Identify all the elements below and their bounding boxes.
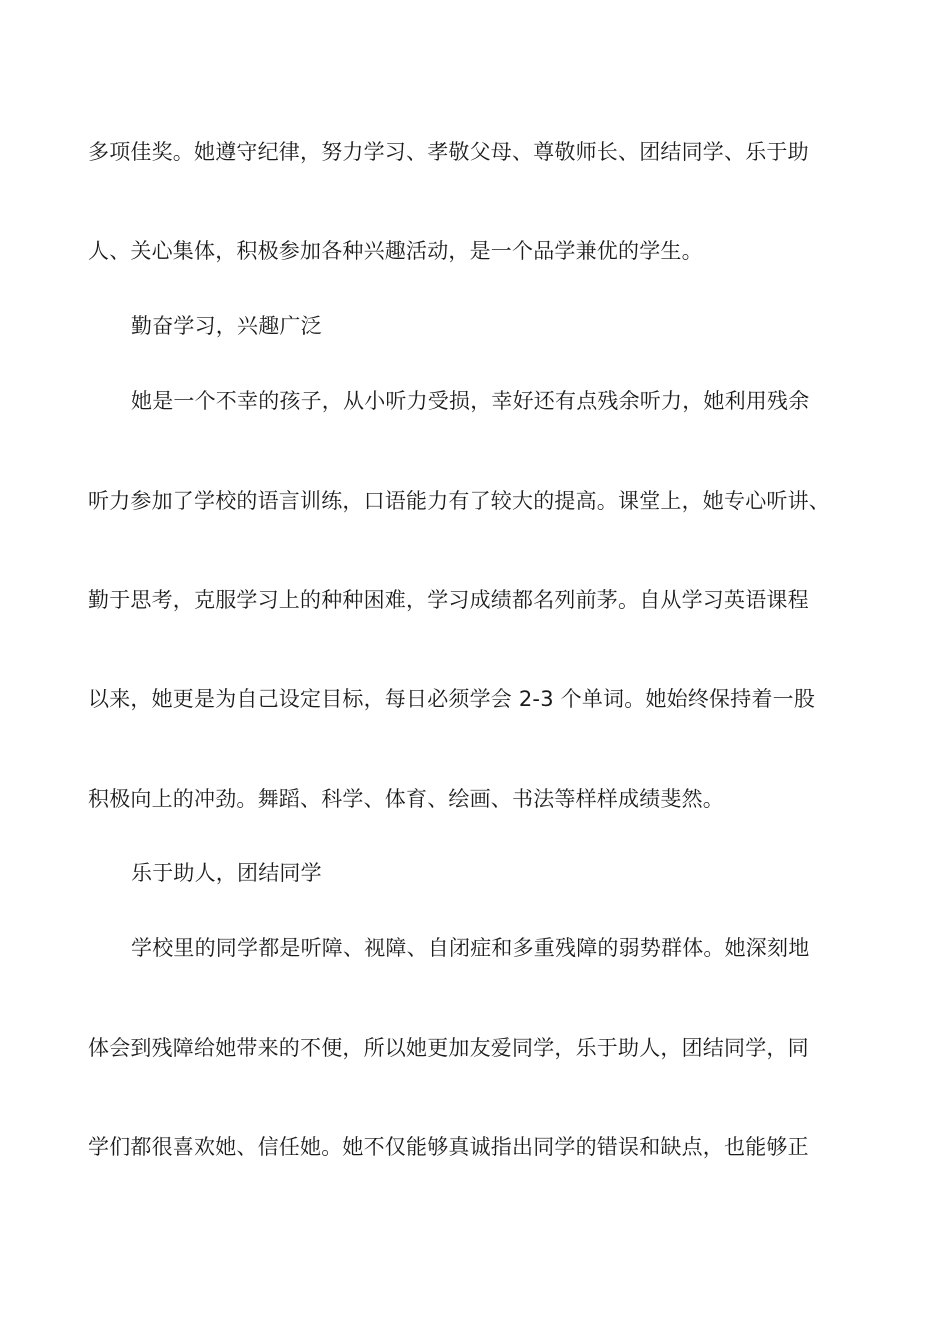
section-heading-study: 勤奋学习，兴趣广泛 — [131, 314, 322, 338]
paragraph-line-7: 积极向上的冲劲。舞蹈、科学、体育、绘画、书法等样样成绩斐然。 — [88, 787, 724, 811]
paragraph-line-4: 听力参加了学校的语言训练，口语能力有了较大的提高。课堂上，她专心听讲、 — [88, 489, 830, 513]
paragraph-line-1: 多项佳奖。她遵守纪律，努力学习、孝敬父母、尊敬师长、团结同学、乐于助 — [88, 140, 809, 164]
paragraph-line-3: 她是一个不幸的孩子，从小听力受损，幸好还有点残余听力，她利用残余 — [131, 389, 810, 413]
paragraph-line-9: 体会到残障给她带来的不便，所以她更加友爱同学，乐于助人，团结同学，同 — [88, 1036, 809, 1060]
paragraph-line-10: 学们都很喜欢她、信任她。她不仅能够真诚指出同学的错误和缺点，也能够正 — [88, 1135, 809, 1159]
section-heading-helping: 乐于助人，团结同学 — [131, 861, 322, 885]
paragraph-line-6: 以来，她更是为自己设定目标，每日必须学会 2-3 个单词。她始终保持着一股 — [88, 687, 816, 711]
paragraph-line-2: 人、关心集体，积极参加各种兴趣活动，是一个品学兼优的学生。 — [88, 239, 703, 263]
paragraph-line-8: 学校里的同学都是听障、视障、自闭症和多重残障的弱势群体。她深刻地 — [131, 936, 810, 960]
paragraph-line-5: 勤于思考，克服学习上的种种困难，学习成绩都名列前茅。自从学习英语课程 — [88, 588, 809, 612]
